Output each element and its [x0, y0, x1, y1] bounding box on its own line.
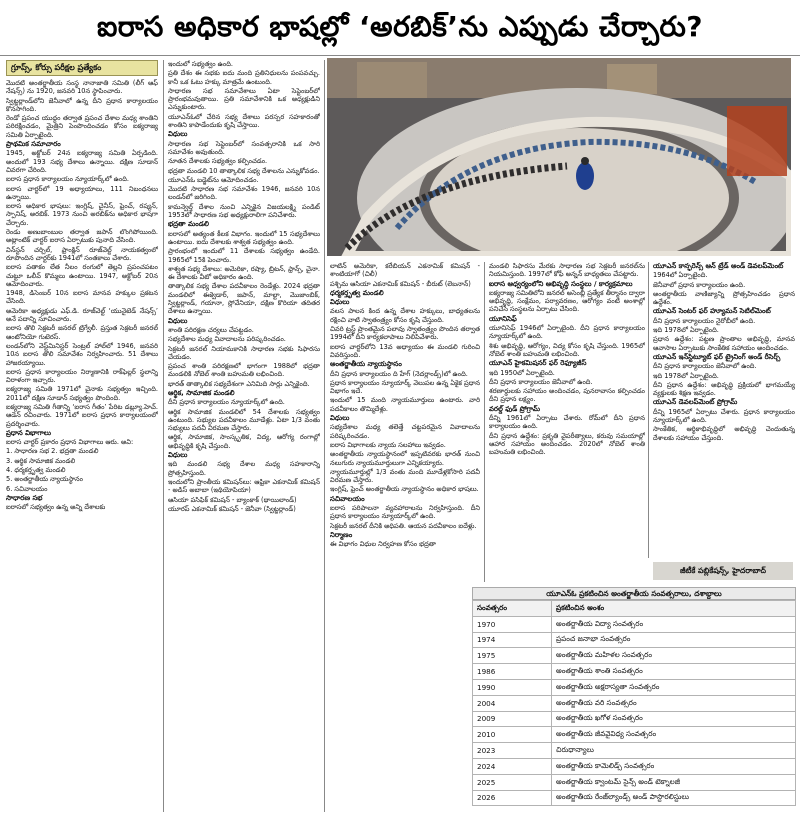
- article-paragraph: సాధారణ సభ సెప్టెంబర్‌లో సంవత్సరానికి ఒక సారి సమావేశం అవుతుంది.: [168, 139, 320, 156]
- article-paragraph: ఇది 1950లో ఏర్పాటైంది.: [489, 368, 555, 377]
- table-row: [473, 711, 796, 727]
- table-cell-year: 2010: [473, 727, 552, 743]
- column-divider: [484, 262, 485, 582]
- article-paragraph: ఇది 1978లో ఏర్పాటైంది.: [653, 326, 719, 335]
- table-cell-year: 1974: [473, 632, 552, 648]
- article-paragraph: ఐరాసలో సభ్యత్వం ఉన్న అన్ని దేశాలకు: [6, 503, 106, 512]
- section-heading: యూఎన్ ఇన్‌స్టిట్యూట్ ఫర్ ట్రైనింగ్ అండ్ రీసెర్చ్: [653, 352, 781, 361]
- article-paragraph: అంతర్జాతీయ న్యాయస్థానంలో ఇప్పటివరకు భారత్ నుంచి నలుగురు న్యాయమూర్తులుగా ఎన్నికయ్యారు.: [330, 450, 480, 467]
- table-cell-topic: అంతర్జాతీయ శాంతి సంవత్సరం: [552, 664, 796, 680]
- article-paragraph: నూతన దేశాలకు సభ్యత్వం కల్పించడం.: [168, 157, 268, 166]
- article-paragraph: పశ్చిమ ఆసియా ఎకనామిక్ కమిషన్ - బీరుట్ (లెబనాన్): [330, 279, 471, 288]
- article-paragraph: సభ్యదేశాల మధ్య వివాదాలను పరిష్కరించడం.: [168, 335, 286, 344]
- article-paragraph: దీని ప్రధాన కార్యాలయం జెనీవాలో ఉంది.: [489, 377, 593, 386]
- article-paragraph: దీని ప్రధాన కార్యాలయం నైరోబీలో ఉంది.: [653, 316, 756, 325]
- table-row: [473, 743, 796, 759]
- column-2: [168, 60, 320, 812]
- article-paragraph: దీని ప్రధాన కార్యాలయం న్యూయార్క్‌లో ఉంది.: [168, 398, 285, 407]
- article-paragraph: స్విట్జర్లాండ్‌లోని జెనీవాలో ఉన్న దీని ప్రధాన కార్యాలయం కొనసాగింది.: [6, 96, 158, 113]
- table-row: [473, 616, 796, 632]
- table-header-year: సంవత్సరం: [473, 601, 552, 617]
- section-heading: సచివాలయం: [330, 494, 365, 503]
- section-heading: భద్రతా మండలి: [168, 220, 209, 229]
- article-paragraph: భారత్ తాత్కాలిక సభ్యదేశంగా ఎనిమిది సార్లు ఎన్నికైంది.: [168, 379, 310, 388]
- article-paragraph: లాటిన్ అమెరికా, కరేబియన్ ఎకనామిక్ కమిషన్ - శాంటియాగో (చిలీ): [330, 262, 480, 279]
- article-paragraph: ప్రధాన ఉద్దేశం: పట్టణ ప్రాంతాల అభివృద్ధి, మానవ ఆవాసాల ఏర్పాటుకు సాంకేతిక సహాయం అందించడం.: [653, 335, 795, 352]
- article-paragraph: లండన్‌లోని వెస్ట్‌మినిస్టర్ సెంట్రల్ హాల్‌లో 1946, జనవరి 10న ఐరాస తొలి సమావేశం నిర్వహించారు. 51 దేశాలు హాజరయ్యాయి.: [6, 341, 158, 367]
- article-paragraph: ఆర్థిక సామాజిక మండలిలో 54 దేశాలకు సభ్యత్వం ఉంటుంది. సభ్యుల పదవీకాలం మూడేళ్లు. ఏటా 1/3 వంతు సభ్యులు పదవీ విరమణ చేస్తారు.: [168, 407, 320, 433]
- article-paragraph: దీని ప్రధాన ఉద్దేశం: ప్రకృతి వైపరీత్యాలు, కరువు సమయాల్లో ఆహార సహాయం అందించడం. 2020లో నోబెల్ శాంతి బహుమతి లభించింది.: [489, 431, 645, 457]
- article-paragraph: 6. సచివాలయం: [6, 484, 48, 493]
- article-paragraph: దీని ప్రధాన ఉద్దేశం: అభివృద్ధి ప్రక్రియలో భాగమయ్యే వ్యక్తులకు శిక్షణ ఇవ్వడం.: [653, 380, 795, 398]
- article-paragraph: 5. అంతర్జాతీయ న్యాయస్థానం: [6, 475, 83, 484]
- section-heading: సాధారణ సభ: [6, 493, 43, 502]
- article-paragraph: 1964లో ఏర్పాటైంది.: [653, 271, 708, 280]
- column-divider: [648, 262, 649, 558]
- article-paragraph: వలస పాలన కింద ఉన్న దేశాల హక్కులు, బాధ్యతలను రక్షించి వాటి స్వాతంత్ర్యం కోసం కృషి చేస్తుంది.: [330, 307, 480, 324]
- article-paragraph: ఐరాస తొలి సెక్రటరీ జనరల్ ట్రిగ్వేలీ. ప్రస్తుత సెక్రటరీ జనరల్ ఆంటోనియో గుటెరస్.: [6, 324, 158, 341]
- article-paragraph: అంతర్జాతీయ వాణిజ్యాన్ని ప్రోత్సహించడం ప్రధాన ఉద్దేశం.: [653, 289, 795, 307]
- section-heading: వరల్డ్ ఫుడ్ ప్రోగ్రామ్: [489, 404, 541, 413]
- article-paragraph: ఇందులో సభ్యత్వం ఉంది.: [168, 60, 233, 68]
- section-heading: విధులు: [330, 298, 350, 307]
- article-paragraph: సాంకేతిక, ఆర్థికాభివృద్ధిలో అభివృద్ధి చెందుతున్న దేశాలకు సహాయం చేస్తుంది.: [653, 425, 795, 442]
- article-paragraph: ఈ విభాగం విధుల నిర్వహణ కోసం భద్రతా: [330, 540, 436, 549]
- section-heading: అంతర్జాతీయ న్యాయస్థానం: [330, 360, 402, 369]
- article-paragraph: ఐరాస ప్రధాన కార్యాలయం నిర్మాణానికి రాక్‌ఫెల్లర్ స్థలాన్ని విరాళంగా ఇచ్చారు.: [6, 367, 158, 385]
- table-title: యూఎన్‌ఓ ప్రకటించిన అంతర్జాతీయ సంవత్సరాలు, దశాబ్దాలు: [472, 587, 796, 600]
- table-cell-year: 1970: [473, 616, 552, 632]
- section-heading: యూఎన్ డెవలప్‌మెంట్ ప్రోగ్రామ్: [653, 398, 738, 407]
- article-paragraph: కామన్వెల్త్ దేశాల నుంచి ఎన్నికైన విజయలక్ష్మి పండిట్ 1953లో సాధారణ సభ అధ్యక్షురాలిగా పనిచేశారు.: [168, 202, 320, 220]
- article-paragraph: చివరి ట్రస్ట్ ప్రాంతమైన పలావు స్వాతంత్ర్యం పొందిన తర్వాత 1994లో దీని కార్యకలాపాలు నిలిపివేశారు.: [330, 325, 480, 342]
- article-paragraph: ఐరాస పరిపాలనా వ్యవహారాలను నిర్వహిస్తుంది. దీని ప్రధాన కార్యాలయం న్యూయార్క్‌లో ఉంది.: [330, 504, 480, 521]
- table-row: [473, 695, 796, 711]
- table-cell-topic: అంతర్జాతీయ అక్షరాస్యతా సంవత్సరం: [552, 679, 796, 695]
- table-cell-year: 2026: [473, 790, 552, 806]
- article-paragraph: మొదటి సాధారణ సభ సమావేశం 1946, జనవరి 10న లండన్‌లో జరిగింది.: [168, 185, 320, 202]
- section-heading: విధులు: [330, 414, 350, 423]
- article-paragraph: ఇది మండలి సభ్య దేశాల మధ్య సహకారాన్ని ప్రోత్సహిస్తుంది.: [168, 460, 320, 477]
- article-paragraph: యూనిసెఫ్ 1946లో ఏర్పాటైంది. దీని ప్రధాన కార్యాలయం న్యూయార్క్‌లో ఉంది.: [489, 324, 645, 341]
- table-cell-topic: అంతర్జాతీయ వరి సంవత్సరం: [552, 695, 796, 711]
- table-cell-topic: అంతర్జాతీయ విద్యా సంవత్సరం: [552, 616, 796, 632]
- article-paragraph: సెక్రటరీ జనరల్ నియామకానికి సాధారణ సభకు సిఫారసు చేయడం.: [168, 344, 320, 361]
- table-header-row: [473, 601, 796, 617]
- table-cell-topic: ప్రపంచ జనాభా సంవత్సరం: [552, 632, 796, 648]
- article-paragraph: ఇందులో 15 మంది న్యాయమూర్తులు ఉంటారు. వారి పదవీకాలం తొమ్మిదేళ్లు.: [330, 396, 480, 413]
- headline-rule: [0, 55, 800, 56]
- article-paragraph: తాత్కాలిక సభ్య దేశాల పదవీకాలం రెండేళ్లు. 2024 భద్రతా మండలిలో ఈక్వెడార్, జపాన్, మాల్టా, మొజాంబిక్, స్విట్జర్లాండ్, గయానా, స్లోవేనియా, దక్షిణ కొరియా తదితర దేశాలు ఉన్నాయి.: [168, 282, 320, 316]
- article-paragraph: అమెరికా అధ్యక్షుడు ఎఫ్.డి. రూజ్‌వెల్ట్ ‘యునైటెడ్ నేషన్స్’ అనే పదాన్ని సూచించారు.: [6, 306, 158, 324]
- article-paragraph: విన్‌స్టన్ చర్చిల్, ఫ్రాంక్లిన్ రూజ్‌వెల్ట్ నాయకత్వంలో రూపొందిన చార్టర్‌కు 1941లో సంతకాలు చేశారు.: [6, 245, 158, 262]
- table-cell-topic: అంతర్జాతీయ కామెలిడ్స్ సంవత్సరం: [552, 758, 796, 774]
- article-paragraph: న్యాయమూర్తుల్లో 1/3 వంతు మంది మూడేళ్లకోసారి పదవీ విరమణ చేస్తారు.: [330, 467, 480, 485]
- article-paragraph: సెక్రటరీ జనరల్ దీనికి అధిపతి. ఆయన పదవీకాలం ఐదేళ్లు.: [330, 521, 477, 530]
- article-paragraph: ఐక్యరాజ్య సమితి 1971లో చైనాకు సభ్యత్వం ఇచ్చింది. 2011లో దక్షిణ సూడాన్ సభ్యత్వం పొందింది.: [6, 385, 158, 402]
- table-cell-topic: అంతర్జాతీయ మహిళల సంవత్సరం: [552, 648, 796, 664]
- article-paragraph: ఐరాస ప్రధాన కార్యాలయం న్యూయార్క్‌లో ఉంది.: [6, 175, 129, 184]
- international-years-table: [472, 587, 796, 806]
- article-paragraph: శాంతి పరిరక్షణ చర్యలు చేపట్టడం.: [168, 325, 254, 334]
- article-paragraph: 1945, అక్టోబర్ 24న ఐక్యరాజ్య సమితి ఏర్పడింది. అందులో 193 సభ్య దేశాలు ఉన్నాయి. దక్షిణ సూడాన్ చివరగా చేరింది.: [6, 149, 158, 174]
- section-heading: ప్రధాన విభాగాలు: [6, 428, 51, 437]
- article-paragraph: దీని ప్రధాన కార్యాలయం జెనీవాలో ఉంది.: [653, 362, 757, 371]
- column-3: [330, 262, 480, 812]
- article-paragraph: ప్రారంభంలో ఇందులో 11 దేశాలకు సభ్యత్వం ఉండేది. 1965లో 15కి పెంచారు.: [168, 247, 320, 264]
- column-divider: [324, 60, 325, 812]
- column-1: [6, 60, 158, 812]
- table-row: [473, 727, 796, 743]
- section-heading: విధులు: [168, 130, 188, 139]
- article-paragraph: జెనీవాలో ప్రధాన కార్యాలయం ఉంది.: [653, 280, 746, 289]
- section-heading: యూనిసెఫ్: [489, 314, 517, 323]
- section-heading: విధులు: [168, 316, 188, 325]
- column-4: [489, 262, 645, 582]
- article-paragraph: ఐక్యరాజ్య సమితిలోని జనరల్ అసెంబ్లీ ప్రత్యేక తీర్మానం ద్వారా అభివృద్ధి, సంక్షేమం, పర్యావరణం, ఆరోగ్యం వంటి అంశాల్లో పనిచేసే సంస్థలను ఏర్పాటు చేసింది.: [489, 288, 645, 314]
- table-row: [473, 774, 796, 790]
- article-paragraph: ఐరాస విభాగాలకు న్యాయ సలహాలు ఇవ్వడం.: [330, 440, 446, 449]
- article-paragraph: సాధారణ సభ సమావేశాలు ఏటా సెప్టెంబర్‌లో ప్రారంభమవుతాయి. ప్రతి సమావేశానికి ఒక అధ్యక్షుడిని ఎన్నుకుంటారు.: [168, 86, 320, 112]
- table-cell-year: 1986: [473, 664, 552, 680]
- table-cell-year: 1990: [473, 679, 552, 695]
- article-paragraph: ప్రపంచ శాంతి పరిరక్షణలో భాగంగా 1988లో భద్రతా మండలికి నోబెల్ శాంతి బహుమతి లభించింది.: [168, 362, 320, 379]
- publisher-credit: జీటీకే పబ్లికేషన్స్, హైదరాబాద్: [653, 562, 793, 580]
- article-paragraph: శిశు అభివృద్ధి, ఆరోగ్యం, విద్య కోసం కృషి చేస్తుంది. 1965లో నోబెల్ శాంతి బహుమతి లభించింది.: [489, 341, 645, 358]
- section-heading: ధర్మకర్తృత్వ మండలి: [330, 288, 384, 297]
- article-paragraph: ఆసియా పసిఫిక్ కమిషన్ - బ్యాంకాక్ (థాయిలాండ్): [168, 495, 297, 504]
- table-cell-topic: అంతర్జాతీయ ఖగోళ సంవత్సరం: [552, 711, 796, 727]
- article-paragraph: దీన్ని 1965లో ఏర్పాటు చేశారు. ప్రధాన కార్యాలయం న్యూయార్క్‌లో ఉంది.: [653, 407, 795, 425]
- table-row: [473, 790, 796, 806]
- table-cell-year: 2025: [473, 774, 552, 790]
- exam-special-box: గ్రూప్స్, కోర్సు పరీక్షల ప్రత్యేకం: [6, 60, 158, 76]
- article-paragraph: మండలి సిఫారసు మేరకు సాధారణ సభ సెక్రటరీ జనరల్‌ను నియమిస్తుంది. 1997లో కోఫీ అన్నన్ బాధ్యతలు చేపట్టారు.: [489, 262, 645, 279]
- article-paragraph: ఐరాస పతాకం లేత నీలం రంగులో తెల్లని ప్రపంచపటం చుట్టూ ఒలీవ్ కొమ్మలు ఉంటాయి. 1947, అక్టోబర్ 20న ఆమోదించారు.: [6, 263, 158, 288]
- section-heading: ఆర్థిక, సామాజిక మండలి: [168, 388, 235, 397]
- column-5-body: [653, 262, 795, 442]
- article-paragraph: ఐరాస అధికార భాషలు: ఇంగ్లిష్, చైనీస్, ఫ్రెంచ్, రష్యన్, స్పానిష్, అరబిక్. 1973 నుంచి అరబిక్‌ను అధికార భాషగా చేర్చారు.: [6, 202, 158, 227]
- section-heading: యూఎన్ హైకమిషనర్ ఫర్ రెఫ్యూజీస్: [489, 359, 587, 368]
- table-cell-year: 2004: [473, 695, 552, 711]
- section-heading: యూఎన్ సెంటర్ ఫర్ హ్యూమన్ సెటిల్‌మెంట్: [653, 307, 771, 316]
- table-cell-year: 1975: [473, 648, 552, 664]
- article-paragraph: ఐరాస చార్టర్‌లో 19 అధ్యాయాలు, 111 నిబంధనలు ఉన్నాయి.: [6, 184, 158, 201]
- table-cell-topic: అంతర్జాతీయ జీవవైవిధ్య సంవత్సరం: [552, 727, 796, 743]
- article-paragraph: మొదటి అంతర్జాతీయ సంస్థ నానాజాతి సమితి (లీగ్ ఆఫ్ నేషన్స్) ను 1920, జనవరి 10న స్థాపించారు.: [6, 79, 158, 96]
- column-divider: [163, 60, 164, 812]
- article-paragraph: యూఎన్‌ఓ బడ్జెట్‌ను ఆమోదించడం.: [168, 175, 259, 184]
- table-cell-year: 2009: [473, 711, 552, 727]
- article-paragraph: 4. ధర్మకర్తృత్వ మండలి: [6, 466, 66, 475]
- column-3-body: [330, 262, 480, 549]
- article-paragraph: 1. సాధారణ సభ 2. భద్రతా మండలి: [6, 447, 99, 456]
- security-council-photo: [327, 58, 791, 256]
- section-heading: విధులు: [168, 451, 188, 460]
- table-row: [473, 664, 796, 680]
- article-paragraph: భద్రతా మండలి 10 తాత్కాలిక సభ్య దేశాలను ఎన్నుకోవడం.: [168, 166, 320, 175]
- section-heading: ఐరాస ఆధ్వర్యంలోని అభివృద్ధి సంస్థలు / కార్యక్రమాలు: [489, 279, 633, 288]
- article-paragraph: 1948, డిసెంబర్ 10న ఐరాస మానవ హక్కుల ప్రకటన చేసింది.: [6, 289, 158, 306]
- article-paragraph: రెండో ప్రపంచ యుద్ధం తర్వాత ప్రపంచ దేశాల మధ్య శాంతిని పరిరక్షించడం, మైత్రిని పెంపొందించడం కోసం ఐక్యరాజ్య సమితి ఏర్పాటైంది.: [6, 114, 158, 139]
- table-header-topic: ప్రకటించిన అంశం: [552, 601, 796, 617]
- article-paragraph: దీన్ని 1961లో ఏర్పాటు చేశారు. రోమ్‌లో దీని ప్రధాన కార్యాలయం ఉంది.: [489, 414, 645, 431]
- section-heading: ప్రాథమిక సమాచారం: [6, 140, 61, 149]
- table-row: [473, 679, 796, 695]
- article-paragraph: యూరప్ ఎకనామిక్ కమిషన్ - జెనీవా (స్విట్జర్లాండ్): [168, 504, 296, 513]
- article-paragraph: ప్రతి దేశం ఈ సభకు ఐదు మంది ప్రతినిధులను పంపవచ్చు. కానీ ఒక ఓటు హక్కు మాత్రమే ఉంటుంది.: [168, 69, 320, 86]
- section-heading: యూఎన్ కాన్ఫరెన్స్ ఆన్ ట్రేడ్ అండ్ డెవలప్‌మెంట్: [653, 262, 784, 270]
- article-paragraph: ఇది 1978లో ఏర్పాటైంది.: [653, 371, 719, 380]
- table-cell-topic: చిరుధాన్యాలు: [552, 743, 796, 759]
- table-row: [473, 632, 796, 648]
- table-row: [473, 648, 796, 664]
- article-paragraph: దీని ప్రధాన కార్యాలయం ది హేగ్ (నెదర్లాండ్స్)లో ఉంది.: [330, 369, 468, 378]
- column-4-body: [489, 262, 645, 457]
- article-paragraph: సభ్యదేశాల మధ్య తలెత్తే చట్టపరమైన వివాదాలను పరిష్కరించడం.: [330, 423, 480, 440]
- article-paragraph: శాశ్వత సభ్య దేశాలు: అమెరికా, రష్యా, బ్రిటన్, ఫ్రాన్స్, చైనా. ఈ దేశాలకు వీటో అధికారం ఉంది.: [168, 264, 320, 282]
- article-paragraph: ఐరాస చార్టర్‌లోని 13వ అధ్యాయం ఈ మండలి గురించి వివరిస్తుంది.: [330, 342, 480, 359]
- column-1-body: [6, 79, 158, 512]
- article-paragraph: రెండు అణుబాంబుల తర్వాత జపాన్ లొంగిపోయింది. అట్లాంటిక్ చార్టర్ ఐరాస ఏర్పాటుకు పునాది వేసింది.: [6, 228, 158, 245]
- article-paragraph: ఆర్థిక, సామాజిక, సాంస్కృతిక, విద్య, ఆరోగ్య రంగాల్లో అభివృద్ధికి కృషి చేస్తుంది.: [168, 433, 320, 450]
- article-paragraph: ప్రధాన కార్యాలయం న్యూయార్క్ వెలుపల ఉన్న ఏకైక ప్రధాన విభాగం ఇదే.: [330, 378, 480, 396]
- table-cell-year: 2024: [473, 758, 552, 774]
- article-paragraph: 3. ఆర్థిక సామాజిక మండలి: [6, 456, 76, 465]
- table-cell-topic: అంతర్జాతీయ క్వాంటమ్ సైన్స్ అండ్ టెక్నాలజీ: [552, 774, 796, 790]
- article-paragraph: శరణార్థులకు సహాయం అందించడం, పునరావాసం కల్పించడం దీని ప్రధాన లక్ష్యం.: [489, 387, 645, 404]
- article-paragraph: యూఎన్‌ఓలో చేరిన సభ్య దేశాలు పరస్పర సహకారంతో శాంతిని కాపాడేందుకు కృషి చేస్తాయి.: [168, 112, 320, 130]
- article-paragraph: ఐరాసలో అత్యంత కీలక విభాగం. ఇందులో 15 సభ్యదేశాలు ఉంటాయి. ఐదు దేశాలకు శాశ్వత సభ్యత్వం ఉంది.: [168, 229, 320, 246]
- column-2-body: [168, 60, 320, 513]
- article-paragraph: ఇంగ్లిష్, ఫ్రెంచ్ అంతర్జాతీయ న్యాయస్థానం అధికార భాషలు.: [330, 485, 479, 494]
- table-cell-topic: అంతర్జాతీయ రేంజ్‌ల్యాండ్స్ అండ్ పాస్టొరలిస్టులు: [552, 790, 796, 806]
- article-paragraph: ఇందులోని ప్రాంతీయ కమిషన్‌లు: ఆఫ్రికా ఎకనామిక్ కమిషన్ - అడిస్ అబాబా (ఇథియోపియా): [168, 477, 320, 495]
- article-paragraph: ఐక్యరాజ్య సమితి గీతాన్ని ‘ఐరాస గీతం’ పేరిట డబ్ల్యూ.హెచ్. ఆడెన్ రచించారు. 1971లో ఐరాస ప్రధాన కార్యాలయంలో ప్రదర్శించారు.: [6, 402, 158, 428]
- table-row: [473, 758, 796, 774]
- section-heading: నిర్మాణం: [330, 530, 353, 539]
- headline: ఐరాస అధికార భాషల్లో ‘అరబిక్’ను ఎప్పుడు చేర్చారు?: [96, 10, 704, 43]
- column-5: [653, 262, 795, 558]
- table-cell-year: 2023: [473, 743, 552, 759]
- article-paragraph: ఐరాస చార్టర్ ప్రకారం ప్రధాన విభాగాలు ఆరు. అవి:: [6, 438, 134, 447]
